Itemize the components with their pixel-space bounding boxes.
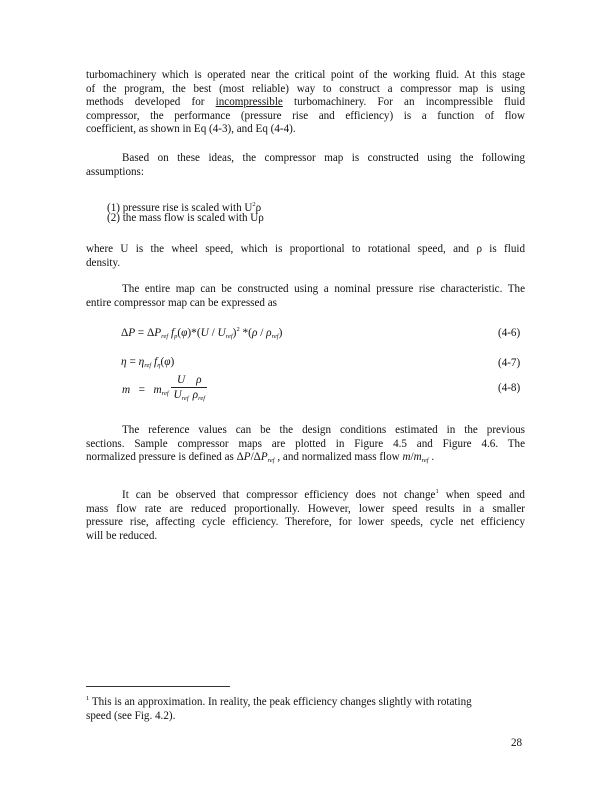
equation-4-7: $\eta = \eta_{ref}$ $f_\eta(\varphi)$ bbox=[121, 356, 175, 369]
text-line: The entire map can be constructed using a nominal pressure rise characteristic. The bbox=[122, 283, 525, 295]
text-line: where U is the wheel speed, which is proportional to rotational speed, and ρ is fluid bbox=[86, 243, 525, 255]
underlined-term: incompressible bbox=[215, 96, 283, 109]
assumption-item-2: (2) the mass flow is scaled with Uρ bbox=[107, 212, 264, 224]
text-line: assumptions: bbox=[86, 165, 144, 178]
text-line: compressor, the performance (pressure rise and efficiency) is a function of flow bbox=[86, 109, 525, 122]
text-line: pressure rise, affecting cycle efficiency. Therefore, for lower speeds, cycle net efficiency bbox=[86, 516, 525, 529]
page-number: 28 bbox=[511, 737, 523, 749]
text-line: mass flow rate are reduced proportionally. However, lower speed results in a smaller bbox=[86, 502, 525, 515]
text-line: coefficient, as shown in Eq (4-3), and Eq (4-4). bbox=[86, 123, 296, 136]
text-line: sections. Sample compressor maps are plotted in Figure 4.5 and Figure 4.6. The bbox=[86, 437, 525, 450]
text-line: $^1$ This is an approximation. In reality, the peak efficiency changes slightly with rotating bbox=[86, 695, 472, 708]
footnote bbox=[86, 692, 526, 724]
paragraph-reference-values bbox=[86, 424, 525, 468]
paragraph-wheel-speed bbox=[86, 243, 525, 270]
inline-math-normalized-pressure: $\Delta P/\Delta P_{ref}$ bbox=[236, 451, 275, 465]
text-line: It can be observed that compressor efficiency does not change$^1$ when speed and bbox=[122, 488, 525, 501]
text-line: speed (see Fig. 4.2). bbox=[86, 709, 176, 722]
text-line: The reference values can be the design conditions estimated in the previous bbox=[122, 424, 525, 436]
equation-number: (4-8) bbox=[498, 382, 521, 394]
paragraph-intro bbox=[86, 69, 525, 137]
footnote-marker: 1 bbox=[86, 695, 90, 702]
equation-4-8: $m = m_{ref}$ $\frac{U}{U_{ref}}$ $\frac{\rho}{\rho_{ref}}$ bbox=[122, 374, 206, 402]
text-line: Based on these ideas, the compressor map is constructed using the following bbox=[122, 152, 525, 164]
text-line: normalized pressure is defined as $\Delta P/\Delta P_{ref}$ , and normalized mass flow $m/m_{ref}$ . bbox=[86, 451, 435, 465]
inline-math-normalized-mass-flow: $m/m_{ref}$ bbox=[402, 451, 429, 465]
footnote-reference[interactable]: 1 bbox=[435, 488, 439, 495]
text-line: density. bbox=[86, 256, 121, 269]
equation-4-6: $\Delta P = \Delta P_{ref}$ $f_p(\varphi)*(U / U_{ref})^2$ $*(\rho / \rho_{ref})$ bbox=[121, 326, 283, 340]
text-line: turbomachinery which is operated near the critical point of the working fluid. At this stage bbox=[86, 69, 525, 81]
text-line: entire compressor map can be expressed as bbox=[86, 296, 277, 309]
equation-number: (4-7) bbox=[498, 357, 521, 369]
equation-number: (4-6) bbox=[498, 327, 521, 339]
paragraph-assumptions-intro bbox=[86, 152, 525, 179]
footnote-separator bbox=[86, 686, 230, 687]
text-line: will be reduced. bbox=[86, 529, 158, 542]
text-line: of the program, the best (most reliable) way to construct a compressor map is using bbox=[86, 82, 525, 95]
paragraph-efficiency-observation bbox=[86, 485, 525, 543]
assumption-item-1: (1) pressure rise is scaled with $U^2\rho$ bbox=[107, 201, 262, 214]
paragraph-map-expression bbox=[86, 283, 525, 310]
text-line: methods developed for incompressible turbomachinery. For an incompressible fluid bbox=[86, 96, 525, 109]
